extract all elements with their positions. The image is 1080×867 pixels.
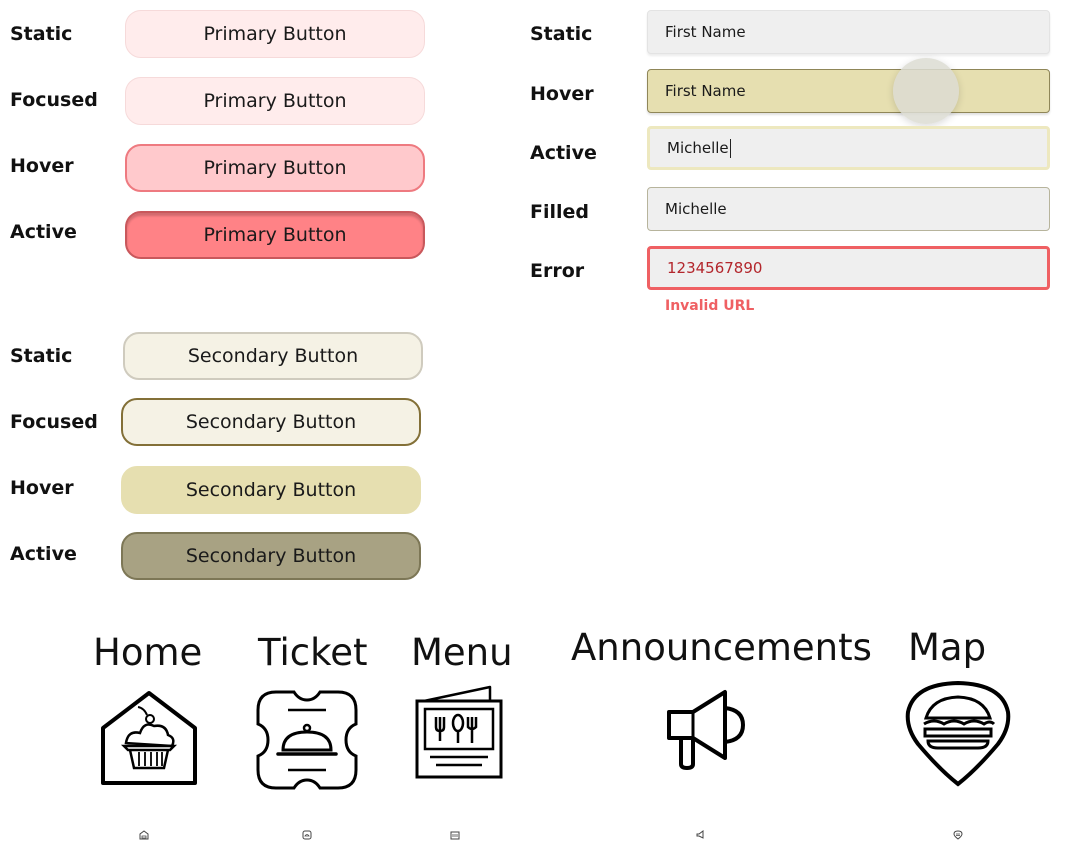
primary-button-hover[interactable]: Primary Button: [125, 144, 425, 192]
nav-title-menu: Menu: [411, 631, 513, 674]
text-field-filled[interactable]: [647, 187, 1050, 231]
text-field-active[interactable]: [647, 126, 1050, 170]
secondary-button-focused[interactable]: Secondary Button: [121, 398, 421, 446]
primary-button-active[interactable]: Primary Button: [125, 211, 425, 259]
hover-ripple: [893, 58, 959, 124]
text-caret: [730, 139, 731, 158]
error-message: Invalid URL: [665, 298, 755, 314]
field-error-label: Error: [530, 260, 585, 282]
field-active-label: Active: [530, 142, 597, 164]
nav-title-announcements: Announcements: [571, 626, 872, 669]
primary-hover-label: Hover: [10, 155, 74, 177]
burger-pin-icon[interactable]: [904, 680, 1012, 788]
primary-static-label: Static: [10, 23, 73, 45]
secondary-active-label: Active: [10, 543, 77, 565]
text-field-error-value: 1234567890: [667, 259, 763, 277]
nav-title-home: Home: [93, 631, 203, 674]
cloche-ticket-icon[interactable]: [254, 688, 360, 792]
secondary-static-label: Static: [10, 345, 73, 367]
secondary-hover-label: Hover: [10, 477, 74, 499]
field-static-label: Static: [530, 23, 593, 45]
megaphone-icon[interactable]: [663, 686, 749, 772]
text-field-filled-value: Michelle: [665, 200, 727, 218]
primary-button-focused[interactable]: Primary Button: [125, 77, 425, 125]
primary-active-label: Active: [10, 221, 77, 243]
text-field-active-value: Michelle: [667, 139, 729, 157]
text-field-static[interactable]: [647, 10, 1050, 54]
cloche-ticket-icon-small: [302, 830, 312, 840]
secondary-button-active[interactable]: Secondary Button: [121, 532, 421, 580]
nav-title-ticket: Ticket: [258, 631, 368, 674]
text-field-static-value: First Name: [665, 23, 746, 41]
cupcake-house-icon[interactable]: [98, 688, 200, 788]
primary-button-static[interactable]: Primary Button: [125, 10, 425, 58]
megaphone-icon-small: [696, 830, 706, 840]
secondary-button-hover[interactable]: Secondary Button: [121, 466, 421, 514]
text-field-error[interactable]: [647, 246, 1050, 290]
text-field-hover[interactable]: [647, 69, 1050, 113]
primary-focused-label: Focused: [10, 89, 98, 111]
field-filled-label: Filled: [530, 201, 590, 223]
menu-card-icon-small: [450, 830, 460, 840]
cupcake-house-icon-small: [139, 830, 149, 840]
secondary-button-static[interactable]: Secondary Button: [123, 332, 423, 380]
burger-pin-icon-small: [953, 830, 963, 840]
secondary-focused-label: Focused: [10, 411, 98, 433]
menu-card-icon[interactable]: [412, 683, 506, 781]
text-field-hover-value: First Name: [665, 82, 746, 100]
nav-title-map: Map: [908, 626, 987, 669]
field-hover-label: Hover: [530, 83, 594, 105]
